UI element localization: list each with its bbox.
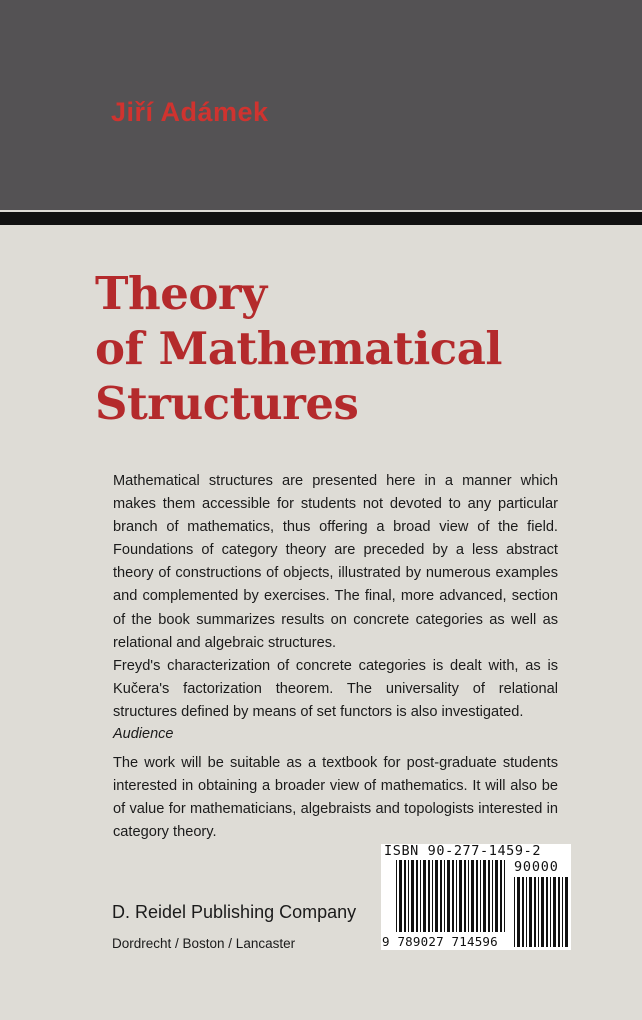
publisher-cities: Dordrecht / Boston / Lancaster <box>112 936 296 951</box>
audience-text: The work will be suitable as a textbook for post-graduate students interested in obtaining a broader view of mathematics. It will also be of value for mathematicians, algebraists and topologists interested in category theory. <box>113 755 558 841</box>
cover-top-band <box>0 0 642 210</box>
audience-section <box>113 752 558 844</box>
price-addon-barcode-graphic <box>514 877 568 947</box>
publisher-name: D. Reidel Publishing Company <box>112 902 357 922</box>
ean-digits: 9 789027 714596 <box>382 934 498 949</box>
author-name: Jiří Adámek <box>111 97 269 127</box>
price-code: 90000 <box>514 859 559 875</box>
black-divider-rule <box>0 212 642 225</box>
title-line-2: of Mathematical <box>95 322 502 375</box>
ean-barcode-graphic <box>396 860 506 932</box>
audience-heading: Audience <box>113 726 174 742</box>
description-paragraph-2: Freyd's characterization of concrete categories is dealt with, as is Kučera's factorization theorem. The universality of relational structures defined by means of set functors is also investigated. <box>113 657 558 720</box>
title-line-3: Structures <box>95 377 359 430</box>
book-title <box>95 266 615 431</box>
book-description <box>113 470 558 724</box>
isbn-label: ISBN 90-277-1459-2 <box>384 843 542 859</box>
title-line-1: Theory <box>95 267 267 320</box>
description-paragraph-1: Mathematical structures are presented here in a manner which makes them accessible for students not devoted to any particular branch of mathematics, thus offering a broad view of the field. Foundations of category theory are preceded by a less abstract theory of constructions of objects, illustrated by numerous examples and complemented by exercises. The final, more advanced, section of the book summarizes results on concrete categories as well as relational and algebraic structures. <box>113 473 558 651</box>
